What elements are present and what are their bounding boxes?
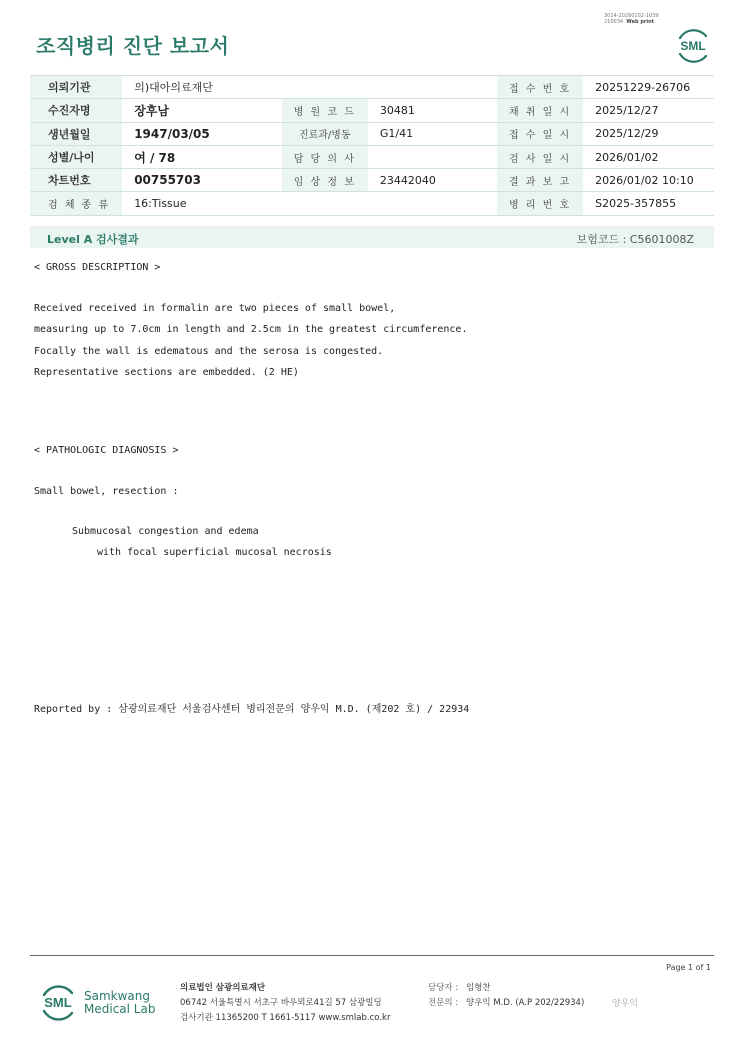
info-value: G1/41: [368, 122, 497, 145]
info-label: 생년월일: [30, 122, 122, 145]
address-line: 06742 서울특별시 서초구 바우뫼로41길 57 삼광빌딩: [180, 998, 382, 1008]
info-row: [30, 122, 714, 145]
info-row: [30, 99, 714, 122]
info-row: [30, 192, 714, 215]
info-value: 30481: [368, 99, 497, 122]
info-row: [30, 145, 714, 168]
specialist-row: 전문의 : 양우익 M.D. (A.P 202/22934): [428, 998, 585, 1008]
diagnosis-site: Small bowel, resection :: [34, 486, 179, 497]
web-print-label: Web print: [626, 19, 655, 25]
level-label: Level A 검사결과: [47, 233, 139, 246]
print-sub: 210034 Web print: [604, 19, 655, 25]
gross-line: measuring up to 7.0cm in length and 2.5cm in the greatest circumference.: [34, 324, 468, 335]
signature: 양우익: [612, 999, 639, 1009]
info-label: 성별/나이: [30, 145, 122, 168]
info-value: 2026/01/02: [583, 145, 714, 168]
info-label: 진료과/병동: [282, 122, 368, 145]
footer-address: [180, 981, 390, 1026]
gross-line: Focally the wall is edematous and the serosa is congested.: [34, 346, 384, 357]
specialist-name: 양우익 M.D. (A.P 202/22934): [466, 998, 585, 1008]
info-label: 임 상 정 보: [282, 169, 368, 192]
info-row: [30, 169, 714, 192]
info-value: 20251229-26706: [583, 76, 714, 99]
footer-divider: [30, 955, 714, 956]
report-title: 조직병리 진단 보고서: [36, 34, 230, 58]
info-value: S2025-357855: [583, 192, 714, 215]
info-value: 여 / 78: [122, 145, 282, 168]
diagnosis-heading: < PATHOLOGIC DIAGNOSIS >: [34, 445, 179, 456]
info-value: 2025/12/29: [583, 122, 714, 145]
insurance-code: 보험코드 : C5601008Z: [576, 233, 694, 246]
info-label: 검 체 종 류: [30, 192, 122, 215]
staff-name: 임형찬: [466, 983, 491, 993]
diagnosis-line: with focal superficial mucosal necrosis: [97, 547, 332, 558]
gross-line: Received received in formalin are two pieces of small bowel,: [34, 303, 396, 314]
contact-line: 검사기관 11365200 T 1661-5117 www.smlab.co.kr: [180, 1013, 391, 1023]
org-name: 의료법인 삼광의료재단: [180, 983, 266, 993]
info-value: [368, 145, 497, 168]
sml-logo-icon: [672, 24, 714, 66]
info-label: 채 취 일 시: [497, 99, 583, 122]
staff-row: 담당자 : 임형찬: [428, 983, 491, 993]
logo-text: SML: [44, 995, 72, 1010]
info-value: 16:Tissue: [122, 192, 497, 215]
logo-text: SML: [680, 39, 706, 53]
info-value: 의)대아의료재단: [122, 76, 497, 99]
info-label: 검 사 일 시: [497, 145, 583, 168]
footer-staff: [428, 981, 584, 1011]
info-value: 2026/01/02 10:10: [583, 169, 714, 192]
info-row: [30, 76, 714, 99]
info-value: 23442040: [368, 169, 497, 192]
info-label: 의뢰기관: [30, 76, 122, 99]
print-meta: [604, 13, 659, 25]
reported-by: Reported by : 삼광의료재단 서울검사센터 병리전문의 양우익 M.D. (제202 호) / 22934: [34, 704, 470, 715]
print-id: 3014-20260102-1039: [604, 13, 659, 19]
info-label: 접 수 일 시: [497, 122, 583, 145]
patient-info-table: [30, 75, 714, 216]
info-label: 수진자명: [30, 99, 122, 122]
diagnosis-line: Submucosal congestion and edema: [72, 526, 259, 537]
info-label: 접 수 번 호: [497, 76, 583, 99]
page-number: Page 1 of 1: [666, 963, 711, 972]
gross-heading: < GROSS DESCRIPTION >: [34, 262, 161, 273]
samkwang-logo-icon: [36, 980, 80, 1024]
info-label: 차트번호: [30, 169, 122, 192]
info-value: 장후남: [122, 99, 282, 122]
info-label: 병 리 번 호: [497, 192, 583, 215]
info-value: 2025/12/27: [583, 99, 714, 122]
info-label: 결 과 보 고: [497, 169, 583, 192]
info-label: 담 당 의 사: [282, 145, 368, 168]
gross-line: Representative sections are embedded. (2 HE): [34, 367, 299, 378]
brand-name: Samkwang Medical Lab: [84, 989, 156, 1016]
info-label: 병 원 코 드: [282, 99, 368, 122]
info-value: 1947/03/05: [122, 122, 282, 145]
info-value: 00755703: [122, 169, 282, 192]
result-level-bar: [30, 226, 714, 248]
